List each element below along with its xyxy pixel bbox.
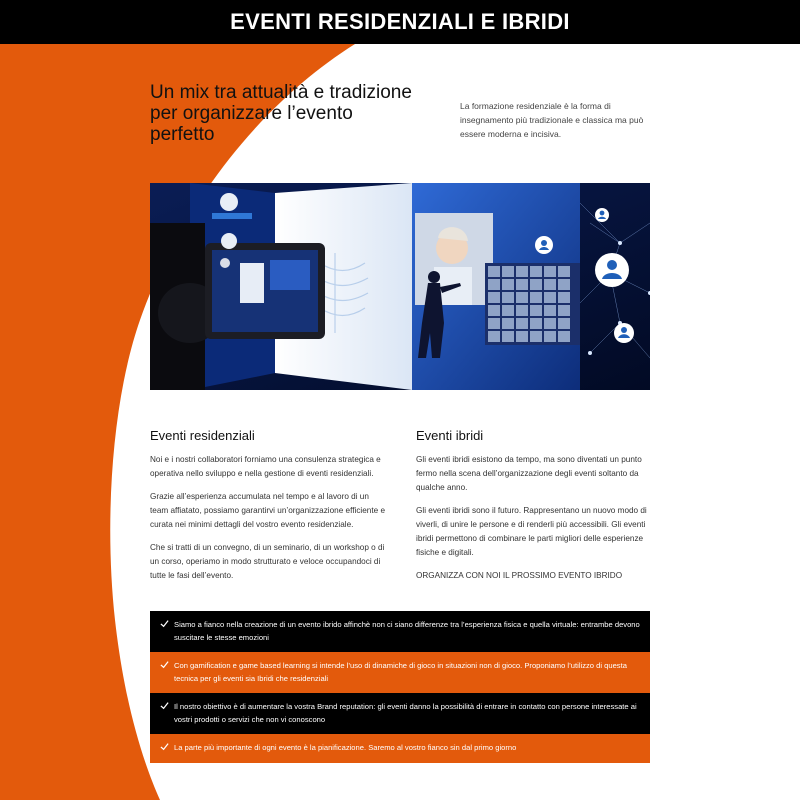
user-icon [535, 236, 553, 254]
user-icon [614, 323, 634, 343]
ibridi-paragraph: Gli eventi ibridi esistono da tempo, ma sono diventati un punto fermo nella scena dell’organizzazione degli eventi soltanto da qualche anno. [416, 455, 642, 492]
checklist-item-text: Il nostro obiettivo è di aumentare la vostra Brand reputation: gli eventi danno la possibilità di entrare in contatto con persone interessate ai vostri prodotti o servizi che non vi conoscono [174, 702, 637, 724]
participant-grid [485, 263, 580, 345]
check-icon [160, 660, 174, 673]
user-icon [595, 208, 609, 222]
user-icon [595, 253, 629, 287]
check-icon [160, 701, 174, 714]
checklist-item [150, 652, 650, 693]
check-icon [160, 619, 174, 632]
checklist-item-text: Con gamification e game based learning si intende l’uso di dinamiche di gioco in situazioni non di gioco. Proponiamo l’utilizzo di questa tecnica per gli eventi sia Ibridi che residenziali [174, 661, 627, 683]
checklist-item [150, 734, 650, 763]
ibridi-paragraph: Gli eventi ibridi sono il futuro. Rappresentano un nuovo modo di viverli, di unire le persone e di renderli più accessibili. Gli eventi ibridi permettono di combinare le parti migliori delle esperienze fisiche e digitali. [416, 506, 647, 557]
checklist-item [150, 611, 650, 652]
hybrid-event-image [150, 183, 650, 390]
checklist-item [150, 693, 650, 734]
feature-checklist [150, 611, 650, 763]
section-headline: Un mix tra attualità e tradizione per organizzare l’evento perfetto [150, 82, 412, 145]
check-icon [160, 742, 174, 755]
hybrid-event-illustration [150, 183, 650, 390]
intro-text: La formazione residenziale è la forma di insegnamento più tradizionale e classica ma può essere moderna e incisiva. [460, 101, 644, 139]
ibridi-cta-text: ORGANIZZA CON NOI IL PROSSIMO EVENTO IBRIDO [416, 571, 623, 580]
page-title-bar [0, 0, 800, 44]
checklist-item-text: La parte più importante di ogni evento è la pianificazione. Saremo al vostro fianco sin dal primo giorno [174, 743, 517, 752]
residenziali-paragraph: Noi e i nostri collaboratori forniamo una consulenza strategica e operativa nello sviluppo e nella gestione di eventi residenziali. [150, 455, 381, 478]
residenziali-title: Eventi residenziali [150, 428, 255, 443]
residenziali-column [150, 428, 385, 592]
ibridi-column [416, 428, 651, 592]
residenziali-paragraph: Grazie all’esperienza accumulata nel tempo e al lavoro di un team affiatato, possiamo garantirvi un’organizzazione efficiente e curata nei minimi dettagli del vostro evento residenziale. [150, 492, 385, 529]
ibridi-title: Eventi ibridi [416, 428, 484, 443]
residenziali-paragraph: Che si tratti di un convegno, di un seminario, di un workshop o di un corso, operiamo in modo strutturato e veloce occupandoci di tutte le fasi dell’evento. [150, 543, 385, 580]
checklist-item-text: Siamo a fianco nella creazione di un evento ibrido affinchè non ci siano differenze tra l’esperienza fisica e quella virtuale: entrambe devono suscitare le stesse emozioni [174, 620, 640, 642]
page-title: EVENTI RESIDENZIALI E IBRIDI [230, 9, 570, 34]
